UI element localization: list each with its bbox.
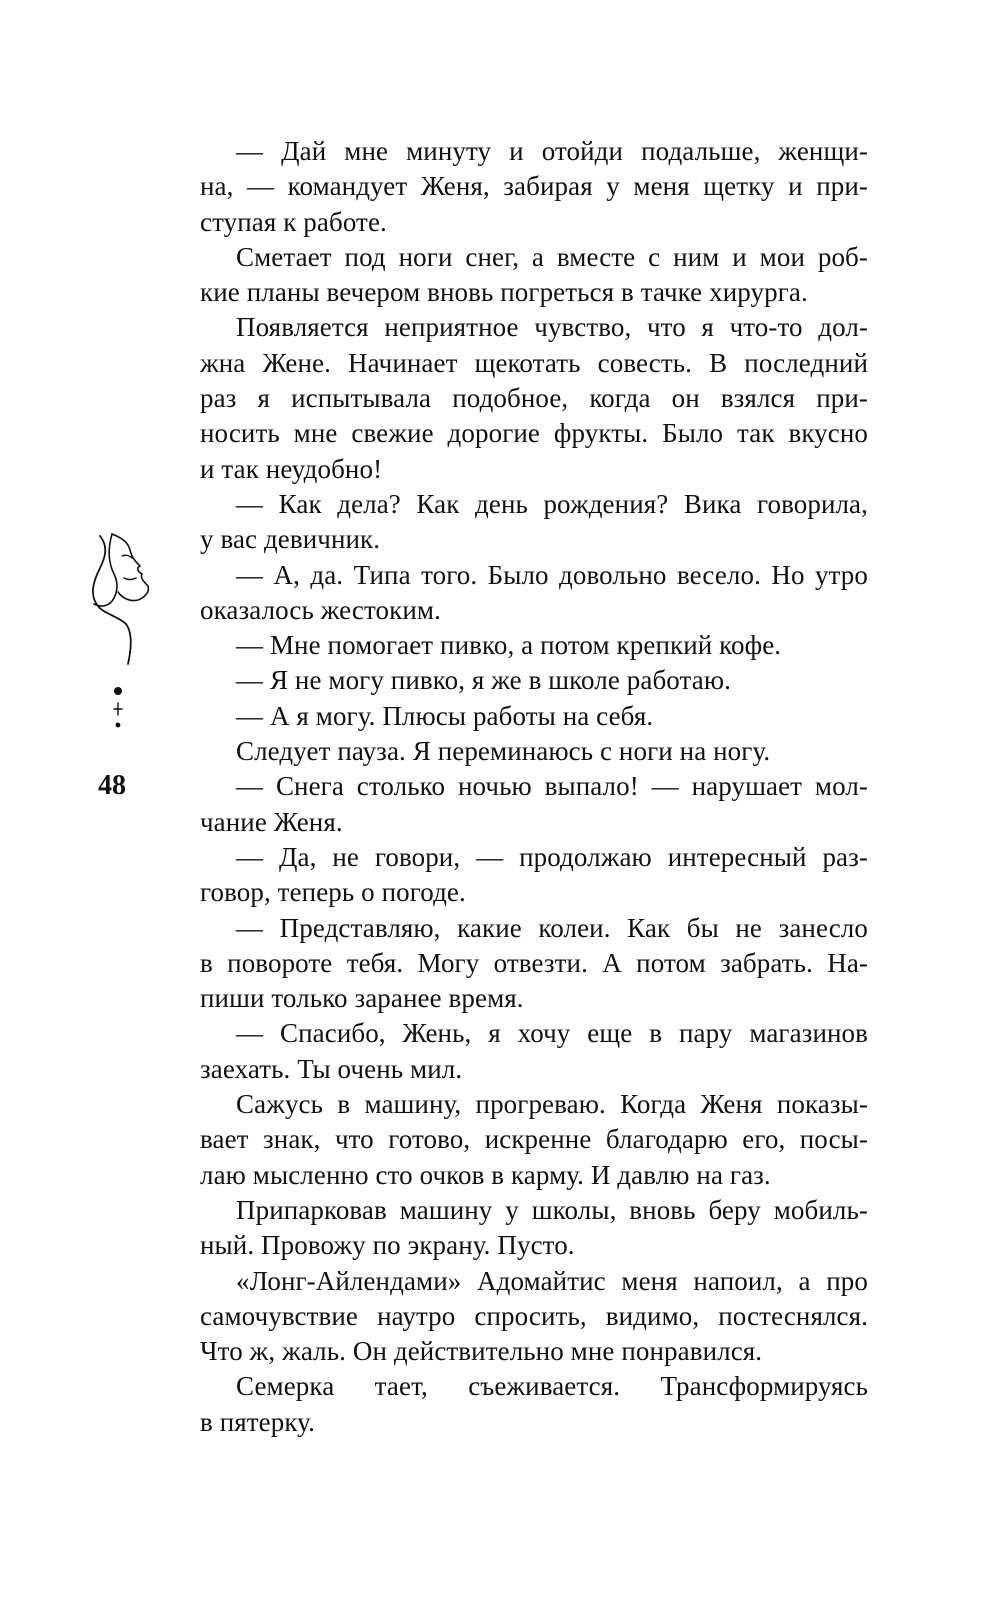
paragraph bbox=[200, 1369, 868, 1440]
paragraph bbox=[200, 310, 868, 486]
text-line: оказалось жестоким. bbox=[200, 594, 441, 625]
text-line: пиши только заранее время. bbox=[200, 983, 524, 1014]
text-line: — Да, не говори, — продолжаю интересный раз- bbox=[236, 841, 868, 872]
text-line: Следует пауза. Я переминаюсь с ноги на ногу. bbox=[236, 736, 771, 767]
text-line: раз я испытывала подобное, когда он взялся при- bbox=[200, 383, 868, 414]
page-number: 48 bbox=[98, 770, 126, 801]
text-line: Сметает под ноги снег, а вместе с ним и мои роб- bbox=[236, 241, 868, 272]
text-line: Что ж, жаль. Он действительно мне понравился. bbox=[200, 1336, 763, 1367]
text-line: — Я не могу пивко, я же в школе работаю. bbox=[236, 665, 731, 696]
text-line: говор, теперь о погоде. bbox=[200, 877, 466, 908]
paragraph bbox=[200, 558, 868, 629]
paragraph bbox=[200, 628, 868, 663]
text-line: кие планы вечером вновь погреться в тачке хирурга. bbox=[200, 277, 808, 308]
paragraph bbox=[200, 487, 868, 558]
paragraph bbox=[200, 240, 868, 311]
paragraph bbox=[200, 1264, 868, 1370]
text-line: и так неудобно! bbox=[200, 453, 383, 484]
text-line: жна Жене. Начинает щекотать совесть. В последний bbox=[200, 347, 868, 378]
text-line: Сажусь в машину, прогреваю. Когда Женя показы- bbox=[236, 1089, 868, 1120]
paragraph bbox=[200, 911, 868, 1017]
text-line: заехать. Ты очень мил. bbox=[200, 1053, 463, 1084]
text-line: — Снега столько ночью выпало! — нарушает мол- bbox=[236, 771, 868, 802]
paragraph bbox=[200, 134, 868, 240]
text-line: ный. Провожу по экрану. Пусто. bbox=[200, 1230, 575, 1261]
text-line: носить мне свежие дорогие фрукты. Было так вкусно bbox=[200, 418, 868, 449]
body-text bbox=[200, 134, 868, 1440]
paragraph bbox=[200, 1087, 868, 1193]
text-line: Припарковав машину у школы, вновь беру мобиль- bbox=[236, 1194, 868, 1225]
text-line: Семерка тает, съеживается. Трансформируясь bbox=[236, 1371, 868, 1402]
text-line: Появляется неприятное чувство, что я что-то дол- bbox=[236, 312, 868, 343]
paragraph bbox=[200, 663, 868, 698]
paragraph bbox=[200, 1016, 868, 1087]
text-line: — Представляю, какие колеи. Как бы не занесло bbox=[236, 912, 868, 943]
text-line: на, — командует Женя, забирая у меня щетку и при- bbox=[200, 171, 868, 202]
text-line: — А я могу. Плюсы работы на себя. bbox=[236, 700, 654, 731]
text-line: у вас девичник. bbox=[200, 524, 381, 555]
text-line: ступая к работе. bbox=[200, 206, 387, 237]
paragraph bbox=[200, 1193, 868, 1264]
text-line: — Дай мне минуту и отойди подальше, женщи- bbox=[236, 136, 868, 166]
paragraph bbox=[200, 769, 868, 840]
text-line: — Как дела? Как день рождения? Вика говорила, bbox=[236, 488, 868, 519]
paragraph bbox=[200, 840, 868, 911]
text-line: в пятерку. bbox=[200, 1406, 315, 1437]
paragraph bbox=[200, 699, 868, 734]
text-line: — Спасибо, Жень, я хочу еще в пару магазинов bbox=[236, 1018, 868, 1049]
text-line: самочувствие наутро спросить, видимо, постеснялся. bbox=[200, 1300, 868, 1331]
face-line-drawing-icon bbox=[78, 528, 168, 668]
text-line: «Лонг-Айлендами» Адомайтис меня напоил, а про bbox=[236, 1265, 868, 1296]
text-line: лаю мысленно сто очков в карму. И давлю на газ. bbox=[200, 1159, 771, 1190]
paragraph bbox=[200, 734, 868, 769]
text-line: — Мне помогает пивко, а потом крепкий кофе. bbox=[236, 630, 782, 661]
text-line: — А, да. Типа того. Было довольно весело. Но утро bbox=[236, 559, 868, 590]
dots-ornament-icon bbox=[108, 685, 128, 735]
text-line: в повороте тебя. Могу отвезти. А потом забрать. На- bbox=[200, 947, 868, 978]
text-line: вает знак, что готово, искренне благодарю его, посы- bbox=[200, 1124, 868, 1155]
text-line: чание Женя. bbox=[200, 806, 343, 837]
